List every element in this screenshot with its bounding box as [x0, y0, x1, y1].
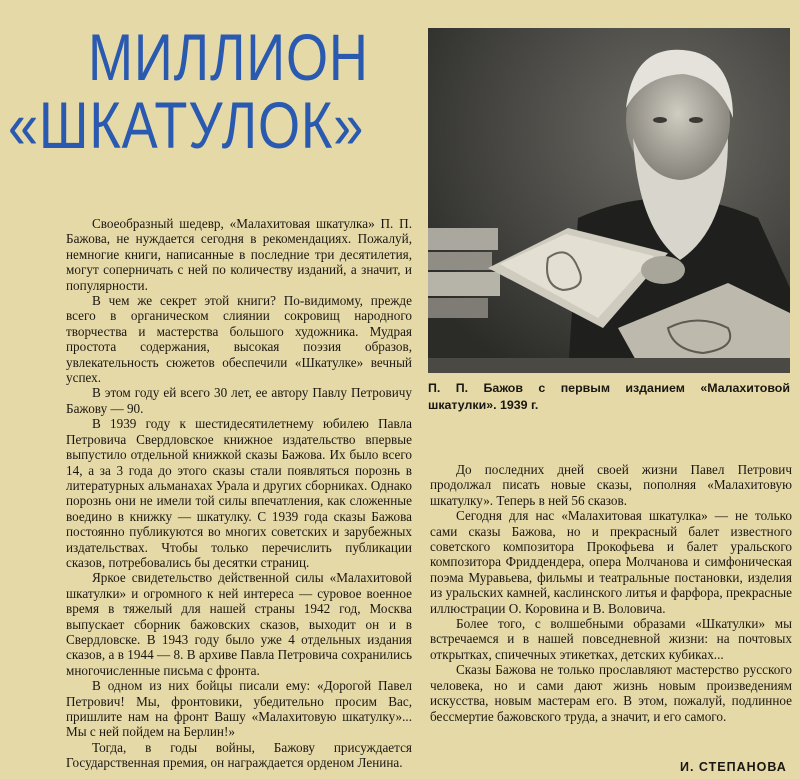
headline-line-1: МИЛЛИОН	[88, 20, 369, 94]
paragraph: В одном из них бойцы писали ему: «Дорогой Павел Петрович! Мы, фронтовики, убедительно просим Вас, пришлите нам на фронт Вашу «Малахитовую шкатулку»... Мы с ней пойдем на Берлин!»	[66, 678, 412, 740]
paragraph: Сказы Бажова не только прославляют мастерство русского человека, но и сами дают жизнь новым произведениям искусства, новым мастерам его. В этом, пожалуй, подлинное бессмертие бажовского труда, а значит, и его самого.	[430, 662, 792, 724]
author-signature: И. СТЕПАНОВА	[680, 760, 787, 774]
portrait-illustration	[428, 28, 790, 373]
headline-line-2: «ШКАТУЛОК»	[8, 88, 365, 162]
paragraph: В 1939 году к шестидесятилетнему юбилею Павла Петровича Свердловское книжное издательство впервые выпустило отдельной книжкой сказы Бажова. Их было всего 14, а за 3 года до этого сказы стали появляться порознь в литературных альманахах Урала и других сборниках. Однако порознь они не имели той силы впечатления, как сложенные воедино в книжку — шкатулку. С 1939 года сказы Бажова постоянно публикуются во многих советских и зарубежных издательствах. Чтобы только перечислить публикации сказов, потребовались бы десятки страниц.	[66, 416, 412, 570]
portrait-photo	[428, 28, 790, 373]
paragraph: В этом году ей всего 30 лет, ее автору Павлу Петровичу Бажову — 90.	[66, 385, 412, 416]
paragraph: Своеобразный шедевр, «Малахитовая шкатулка» П. П. Бажова, не нуждается сегодня в рекомендациях. Пожалуй, немногие книги, написанные в последние три десятилетия, могут соперничать с ней по количеству изданий, а значит, и популярности.	[66, 216, 412, 293]
paragraph: Более того, с волшебными образами «Шкатулки» мы встречаемся и в нашей повседневной жизни: на почтовых открытках, спичечных этикетках, детских кубиках...	[430, 616, 792, 662]
left-text-column	[66, 216, 412, 771]
right-text-column	[430, 462, 792, 724]
paragraph: В чем же секрет этой книги? По-видимому, прежде всего в органическом слиянии сокровищ народного творчества и мастерства большого художника. Мудрая простота содержания, высокая поэзия образов, увлекательность сюжетов обеспечили «Шкатулке» вечный успех.	[66, 293, 412, 386]
paragraph: До последних дней своей жизни Павел Петрович продолжал писать новые сказы, пополняя «Малахитовую шкатулку». Теперь в ней 56 сказов.	[430, 462, 792, 508]
paragraph: Сегодня для нас «Малахитовая шкатулка» — не только сами сказы Бажова, но и прекрасный балет известного советского композитора Прокофьева и балет уральского композитора Фриддендера, опера Молчанова и симфоническая поэма Муравьева, фильмы и театральные постановки, изделия из уральских камней, каслинского литья и фарфора, прекрасные иллюстрации О. Коровина и В. Воловича.	[430, 508, 792, 616]
photo-caption: П. П. Бажов с первым изданием «Малахитовой шкатулки». 1939 г.	[428, 381, 790, 412]
paragraph: Тогда, в годы войны, Бажову присуждается Государственная премия, он награждается орденом Ленина.	[66, 739, 412, 771]
paragraph: Яркое свидетельство действенной силы «Малахитовой шкатулки» и огромного к ней интереса — суровое военное время в тяжелый для нашей страны 1942 год, Москва выпускает сборник бажовских сказов, выходит он и в Свердловске. В 1943 году было уже 4 отдельных издания сказов, а в 1944 — 8. В архиве Павла Петровича сохранились многочисленные письма с фронта.	[66, 570, 412, 678]
